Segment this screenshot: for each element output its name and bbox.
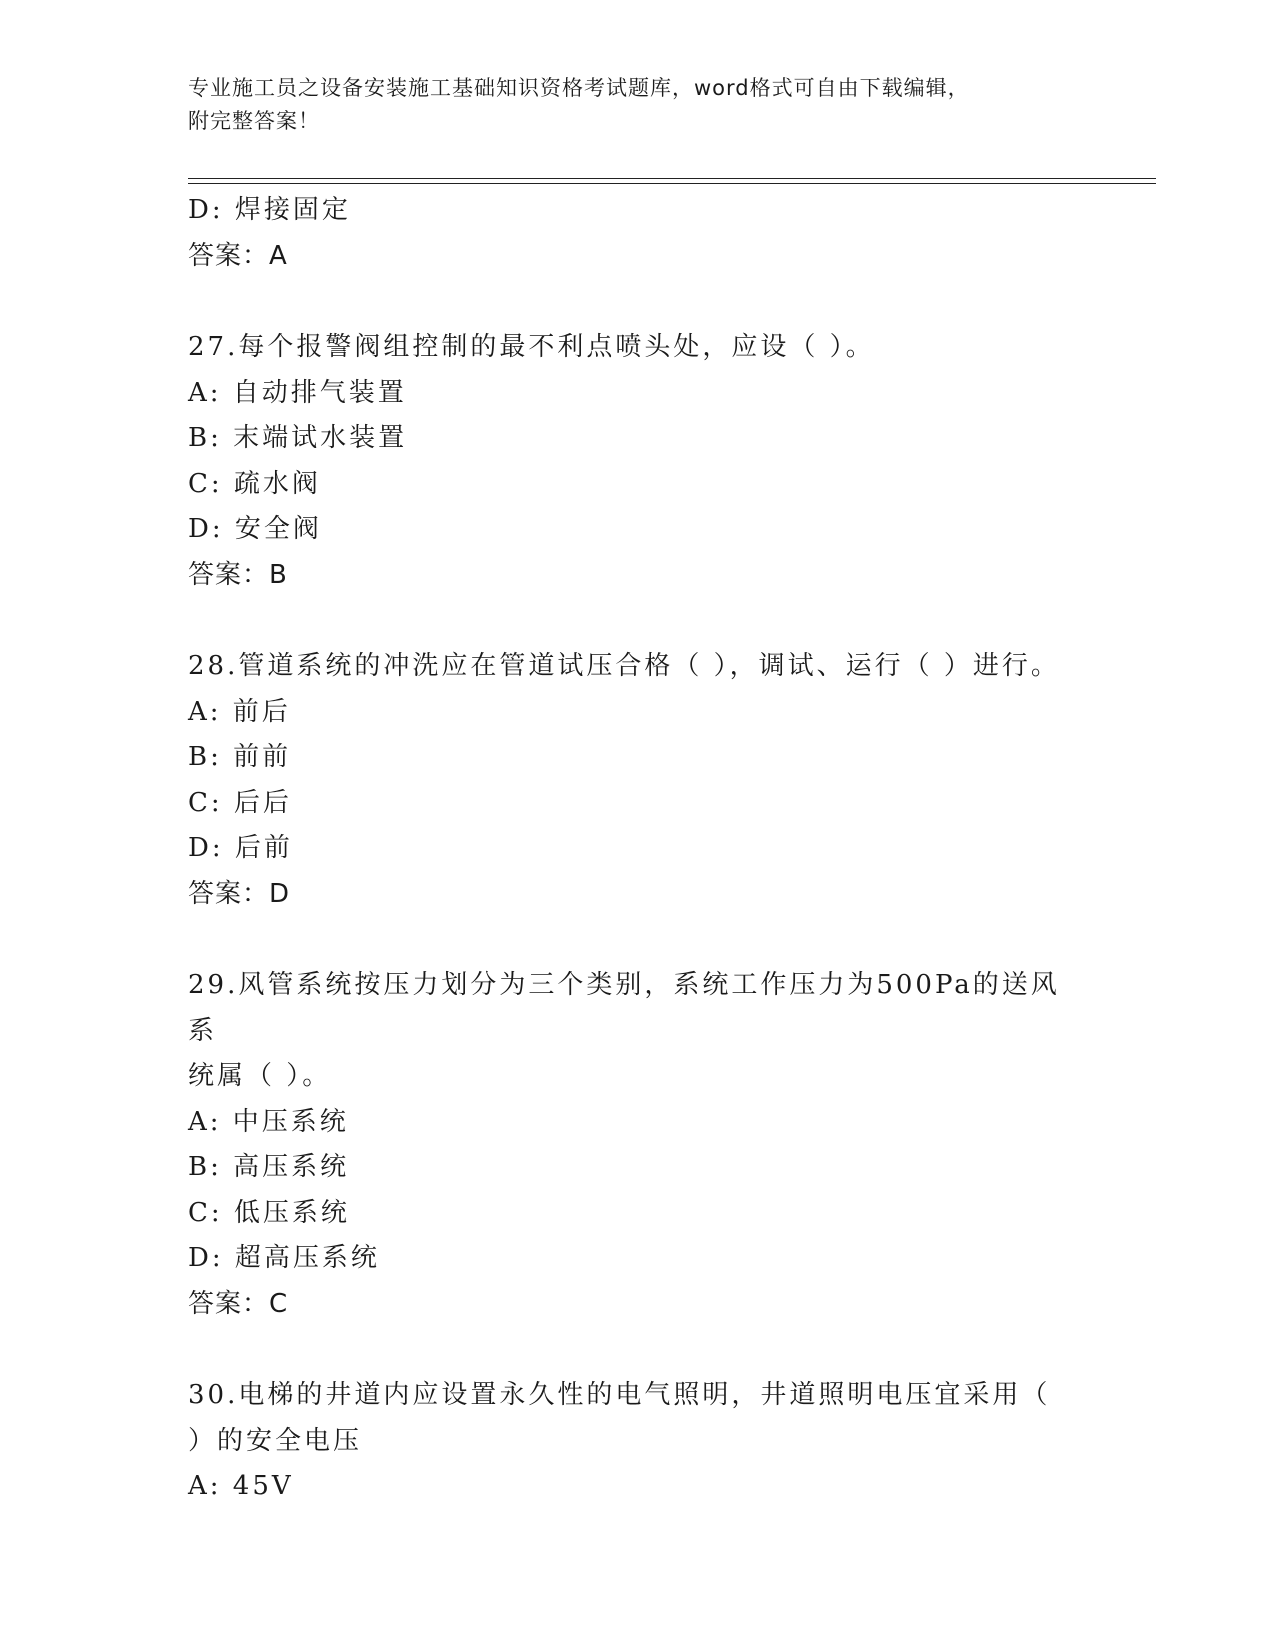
- answer-line: 答案：C: [188, 1288, 289, 1319]
- option-a: A: 中压系统: [188, 1106, 349, 1137]
- question-27: [188, 325, 1088, 598]
- option-c: C: 低压系统: [188, 1197, 350, 1228]
- answer-line: 答案：A: [188, 240, 288, 271]
- header-divider-bottom: [188, 183, 1156, 184]
- question-29: [188, 963, 1088, 1327]
- option-d: D: 后前: [188, 833, 293, 863]
- option-d: D: 焊接固定: [188, 195, 351, 225]
- question-text: 27.每个报警阀组控制的最不利点喷头处，应设（ ）。: [188, 332, 875, 362]
- option-a: A: 45V: [188, 1471, 294, 1501]
- option-b: B: 前前: [188, 742, 292, 772]
- option-a: A: 前后: [188, 696, 291, 727]
- option-c: C: 后后: [188, 787, 292, 818]
- spacer: [188, 279, 1088, 325]
- header-line-2: 附完整答案！: [188, 109, 320, 133]
- question-text-line-1: 30.电梯的井道内应设置永久性的电气照明，井道照明电压宜采用（: [188, 1380, 1051, 1410]
- answer-line: 答案：B: [188, 559, 288, 590]
- answer-line: 答案：D: [188, 878, 291, 909]
- option-b: B: 高压系统: [188, 1152, 350, 1182]
- spacer: [188, 1327, 1088, 1373]
- option-c: C: 疏水阀: [188, 468, 321, 499]
- option-a: A: 自动排气装置: [188, 377, 407, 408]
- question-28: [188, 644, 1088, 917]
- option-b: B: 末端试水装置: [188, 423, 408, 453]
- question-26-tail: [188, 188, 1088, 279]
- question-text: 28.管道系统的冲洗应在管道试压合格（ ），调试、运行（ ）进行。: [188, 651, 1060, 681]
- document-body: [188, 188, 1088, 1510]
- header-divider-top: [188, 178, 1156, 179]
- question-text-line-2: ）的安全电压: [188, 1425, 363, 1456]
- spacer: [188, 598, 1088, 644]
- question-text-line-1: 29.风管系统按压力划分为三个类别，系统工作压力为500Pa的送风系: [188, 970, 1060, 1046]
- question-30: [188, 1373, 1088, 1510]
- option-d: D: 超高压系统: [188, 1243, 380, 1273]
- question-text-line-2: 统属（ ）。: [188, 1061, 332, 1091]
- document-header: [188, 72, 1068, 138]
- spacer: [188, 917, 1088, 963]
- header-line-1: 专业施工员之设备安装施工基础知识资格考试题库，word格式可自由下载编辑，: [188, 76, 970, 100]
- option-d: D: 安全阀: [188, 514, 322, 544]
